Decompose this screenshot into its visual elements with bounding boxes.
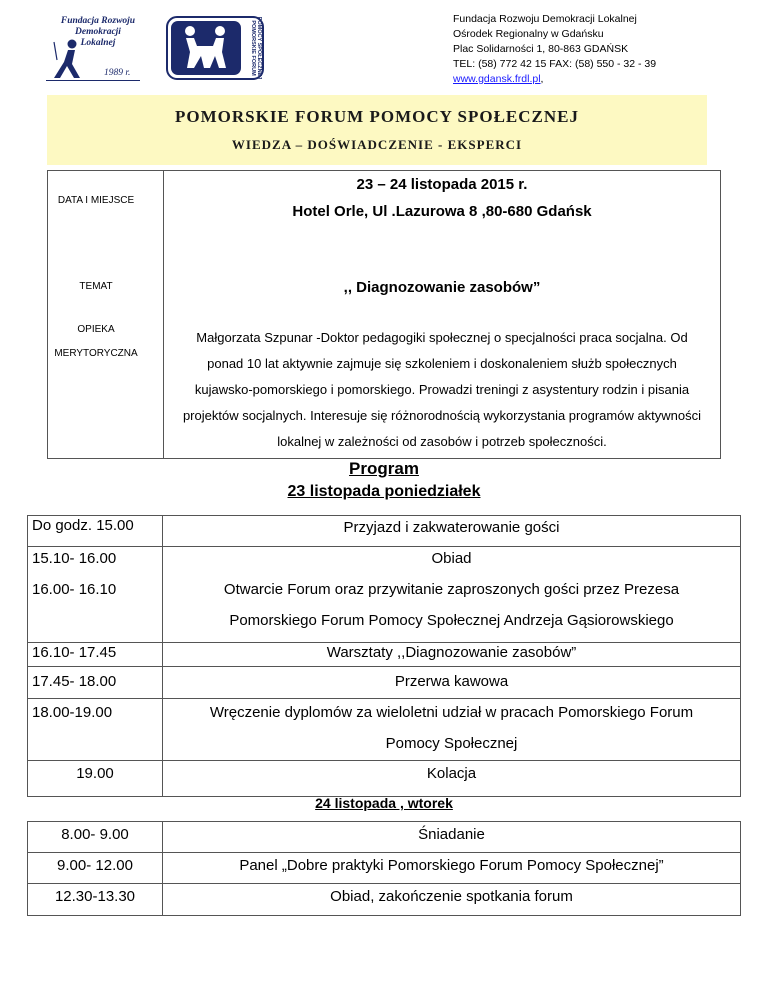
schedule-activity [163,819,740,850]
place-value: Hotel Orle, Ul .Lazurowa 8 ,80-680 Gdańsk [292,203,592,220]
program-title: Program [349,459,419,478]
contact-address: Plac Solidarności 1, 80-863 GDAŃSK [453,43,629,55]
schedule-time: 18.00-19.00 [32,704,113,721]
schedule-time: 17.45- 18.00 [32,673,117,690]
frdl-logo-name-line1: Fundacja Rozwoju [60,16,136,26]
activity-line: Obiad, zakończenie spotkania forum [330,888,573,905]
schedule-activity [163,512,740,543]
contact-office: Ośrodek Regionalny w Gdańsku [453,28,604,40]
forum-logo-text-2: POMOCY SPOŁECZNEJ [256,16,262,80]
event-info-table [47,170,721,459]
date-label: DATA I MIEJSCE [57,195,135,206]
schedule-activity [163,543,740,574]
website-suffix: , [540,73,544,85]
contact-org: Fundacja Rozwoju Demokracji Lokalnej [453,13,637,25]
schedule-time: 16.00- 16.10 [32,581,117,598]
contact-block [453,12,753,87]
day1-heading: 23 listopada poniedziałek [287,483,481,500]
care-line: kujawsko-pomorskiego i pomorskiego. Prowadzi treningi z asystentury rodzin i pisania [194,382,690,397]
activity-line: Warsztaty ,,Diagnozowanie zasobów” [326,644,577,661]
website-link[interactable]: www.gdansk.frdl.pl [453,73,541,85]
forum-logo-text-1: POMORSKIE FORUM [250,20,256,76]
schedule-time: 12.30-13.30 [54,888,136,905]
schedule-activity [163,637,740,668]
activity-line: Otwarcie Forum oraz przywitanie zaproszonych gości przez Prezesa [223,581,680,598]
frdl-logo-name-line2: Demokracji Lokalnej [75,27,121,48]
walking-figure-icon [50,38,86,80]
schedule-activity [163,697,740,759]
schedule-time: 8.00- 9.00 [61,826,129,843]
banner-subtitle: WIEDZA – DOŚWIADCZENIE - EKSPERCI [231,137,523,152]
schedule-activity [163,666,740,697]
activity-line: Pomocy Społecznej [385,735,518,752]
schedule-activity [163,574,740,636]
activity-line: Obiad [431,550,472,567]
date-value: 23 – 24 listopada 2015 r. [356,176,528,193]
care-label-line1: OPIEKA [77,324,115,335]
day1-schedule-table [27,515,741,797]
care-line: lokalnej w zależności od zasobów i potrzeb społeczności. [277,434,607,449]
schedule-time: 9.00- 12.00 [57,857,133,874]
topic-label: TEMAT [79,281,113,292]
frdl-logo-year: 1989 r. [104,68,131,78]
day2-heading: 24 listopada , wtorek [315,795,453,811]
schedule-time: 19.00 [76,765,114,782]
care-line: ponad 10 lat aktywnie zajmuje się szkoleniem i doskonaleniem służb społecznych [207,356,677,371]
contact-phone: TEL: (58) 772 42 15 FAX: (58) 550 - 32 - 39 [453,58,657,70]
activity-line: Kolacja [426,765,477,782]
activity-line: Wręczenie dyplomów za wieloletni udział w pracach Pomorskiego Forum [209,704,694,721]
contact-website-line [453,72,753,87]
schedule-time: 15.10- 16.00 [32,550,117,567]
schedule-activity [163,850,740,881]
topic-value: ,, Diagnozowanie zasobów” [343,279,541,296]
activity-line: Przyjazd i zakwaterowanie gości [343,519,560,536]
care-description [164,325,720,455]
care-line: Małgorzata Szpunar -Doktor pedagogiki społecznej o specjalności praca socjalna. Od [196,330,688,345]
care-label-line2: MERYTORYCZNA [54,348,138,359]
schedule-time: Do godz. 15.00 [32,517,134,534]
banner-title: POMORSKIE FORUM POMOCY SPOŁECZNEJ [174,107,579,126]
activity-line: Panel „Dobre praktyki Pomorskiego Forum Pomocy Społecznej” [239,857,664,874]
activity-line: Śniadanie [418,826,485,843]
schedule-activity [163,758,740,789]
activity-line: Pomorskiego Forum Pomocy Społecznej Andrzeja Gąsiorowskiego [229,612,674,629]
frdl-logo-underline [46,80,140,81]
day2-schedule-table [27,821,741,916]
schedule-time: 16.10- 17.45 [32,644,117,661]
schedule-activity [163,881,740,912]
activity-line: Przerwa kawowa [394,673,509,690]
frdl-logo [46,14,140,80]
forum-logo [166,16,264,80]
care-line: projektów socjalnych. Interesuje się różnorodnością wykorzystania programów aktywności [182,408,702,423]
title-banner [47,95,707,165]
